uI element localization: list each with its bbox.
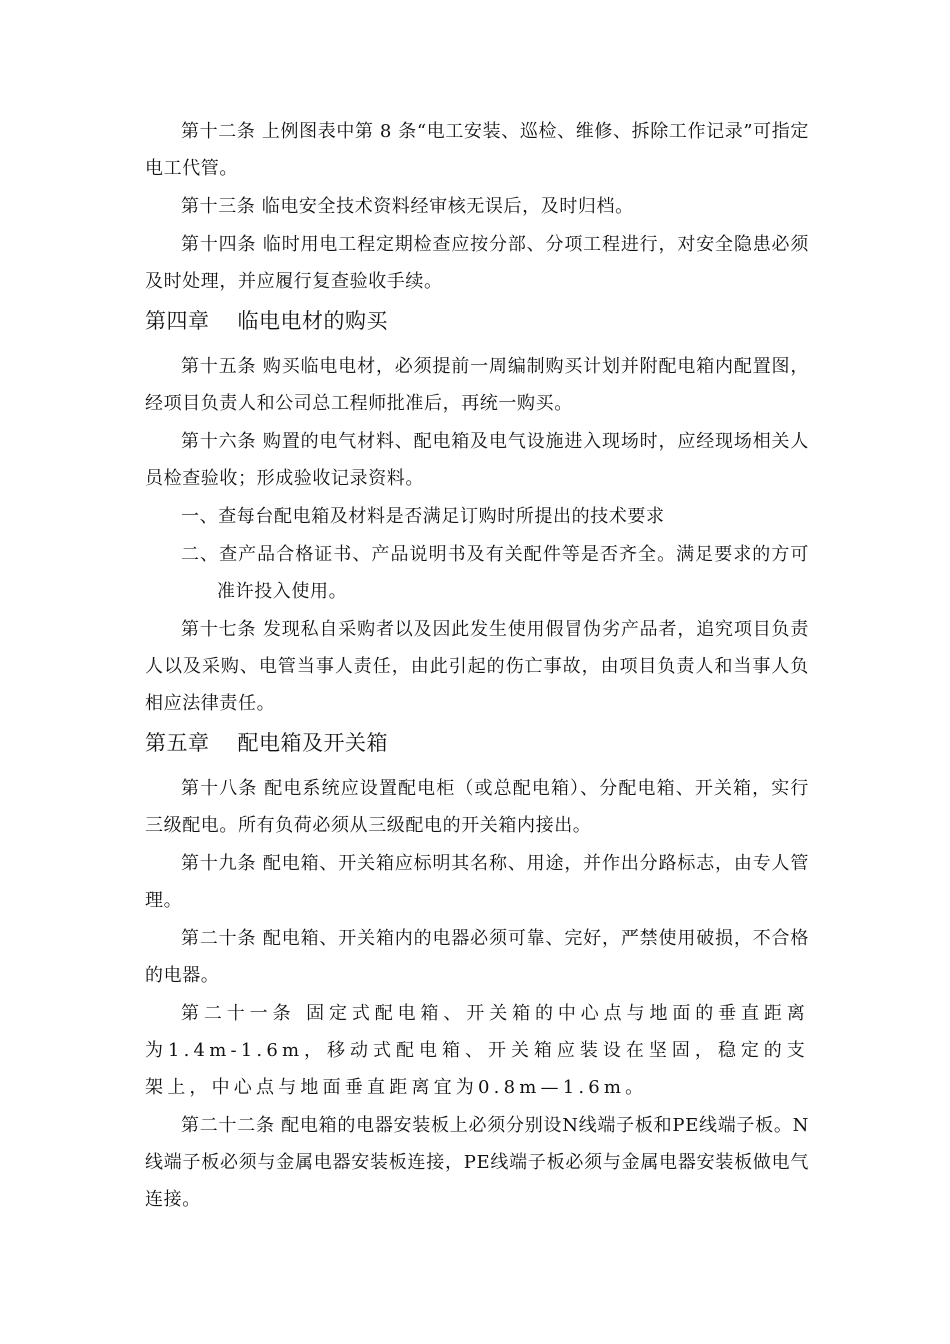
article-15: 第十五条 购买临电电材，必须提前一周编制购买计划并附配电箱内配置图，经项目负责人和公司总工程师批准后，再统一购买。 (145, 356, 809, 414)
article-13: 第十三条 临电安全技术资料经审核无误后，及时归档。 (181, 196, 634, 217)
article-20: 第二十条 配电箱、开关箱内的电器必须可靠、完好，严禁使用破损，不合格的电器。 (145, 928, 809, 986)
article-18: 第十八条 配电系统应设置配电柜（或总配电箱）、分配电箱、开关箱，实行三级配电。所有负荷必须从三级配电的开关箱内接出。 (145, 778, 809, 836)
article-19: 第十九条 配电箱、开关箱应标明其名称、用途，并作出分路标志，由专人管理。 (145, 853, 809, 911)
article-22: 第二十二条 配电箱的电器安装板上必须分别设N线端子板和PE线端子板。N线端子板必须与金属电器安装板连接，PE线端子板必须与金属电器安装板做电气连接。 (145, 1115, 809, 1210)
chapter-5-heading (145, 723, 809, 763)
article-12: 第十二条 上例图表中第 8 条“电工安装、巡检、维修、拆除工作记录”可指定电工代管。 (145, 121, 809, 179)
chapter-5-number: 第五章 (145, 731, 210, 755)
chapter-4-heading (145, 301, 809, 341)
document-body (145, 113, 809, 1219)
article-17: 第十七条 发现私自采购者以及因此发生使用假冒伪劣产品者，追究项目负责人以及采购、电管当事人责任，由此引起的伤亡事故，由项目负责人和当事人负相应法律责任。 (145, 619, 809, 714)
chapter-4-title: 临电电材的购买 (237, 309, 388, 333)
chapter-5-title: 配电箱及开关箱 (237, 731, 388, 755)
chapter-4-number: 第四章 (145, 309, 210, 333)
article-14: 第十四条 临时用电工程定期检查应按分部、分项工程进行，对安全隐患必须及时处理，并应履行复查验收手续。 (145, 234, 809, 292)
article-16-item-1: 一、查每台配电箱及材料是否满足订购时所提出的技术要求 (181, 506, 665, 527)
article-21: 第二十一条 固定式配电箱、开关箱的中心点与地面的垂直距离为1.4m-1.6m，移动式配电箱、开关箱应装设在坚固，稳定的支架上，中心点与地面垂直距离宜为0.8m—1.6m。 (145, 1003, 809, 1098)
article-16: 第十六条 购置的电气材料、配电箱及电气设施进入现场时，应经现场相关人员检查验收；形成验收记录资料。 (145, 431, 809, 489)
article-16-item-2: 二、查产品合格证书、产品说明书及有关配件等是否齐全。满足要求的方可准许投入使用。 (181, 544, 809, 602)
